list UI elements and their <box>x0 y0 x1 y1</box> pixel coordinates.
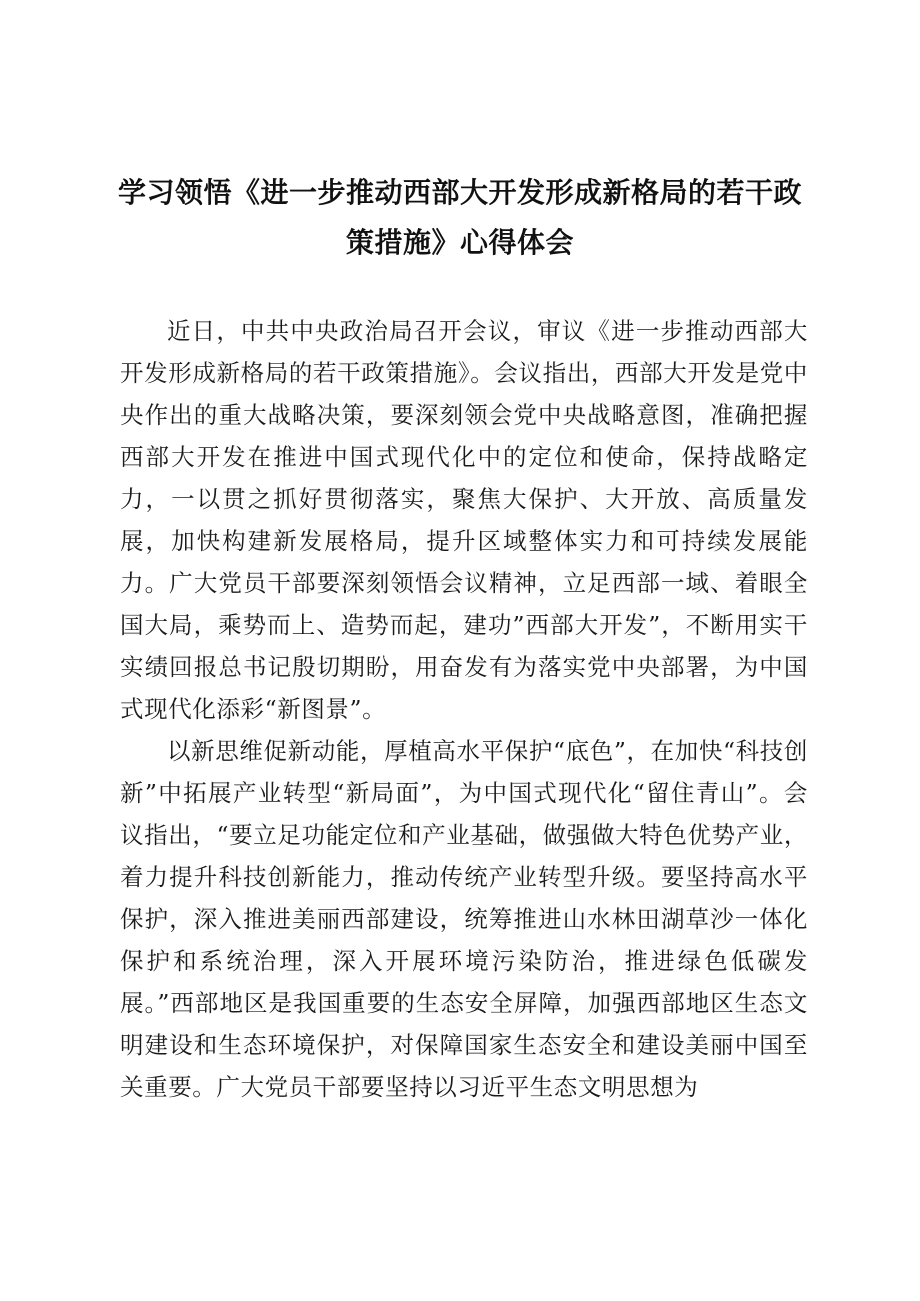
paragraph-2: 以新思维促新动能，厚植高水平保护“底色”，在加快“科技创新”中拓展产业转型“新局面”，为中国式现代化“留住青山”。会议指出，“要立足功能定位和产业基础，做强做大特色优势产业，着力提升科技创新能力，推动传统产业转型升级。要坚持高水平保护，深入推进美丽西部建设，统筹推进山水林田湖草沙一体化保护和系统治理，深入开展环境污染防治，推进绿色低碳发展。”西部地区是我国重要的生态安全屏障，加强西部地区生态文明建设和生态环境保护，对保障国家生态安全和建设美丽中国至关重要。广大党员干部要坚持以习近平生态文明思想为 <box>120 737 808 1101</box>
document-body <box>120 310 808 1108</box>
document-title <box>110 168 810 268</box>
title-line-1: 学习领悟《进一步推动西部大开发形成新格局的若干政 <box>117 176 802 209</box>
paragraph-1: 近日，中共中央政治局召开会议，审议《进一步推动西部大开发形成新格局的若干政策措施》。会议指出，西部大开发是党中央作出的重大战略决策，要深刻领会党中央战略意图，准确把握西部大开发在推进中国式现代化中的定位和使命，保持战略定力，一以贯之抓好贯彻落实，聚焦大保护、大开放、高质量发展，加快构建新发展格局，提升区域整体实力和可持续发展能力。广大党员干部要深刻领悟会议精神，立足西部一域、着眼全国大局，乘势而上、造势而起，建功”西部大开发”，不断用实干实绩回报总书记殷切期盼，用奋发有为落实党中央部署，为中国式现代化添彩“新图景”。 <box>120 317 808 723</box>
title-line-2: 策措施》心得体会 <box>345 226 574 259</box>
